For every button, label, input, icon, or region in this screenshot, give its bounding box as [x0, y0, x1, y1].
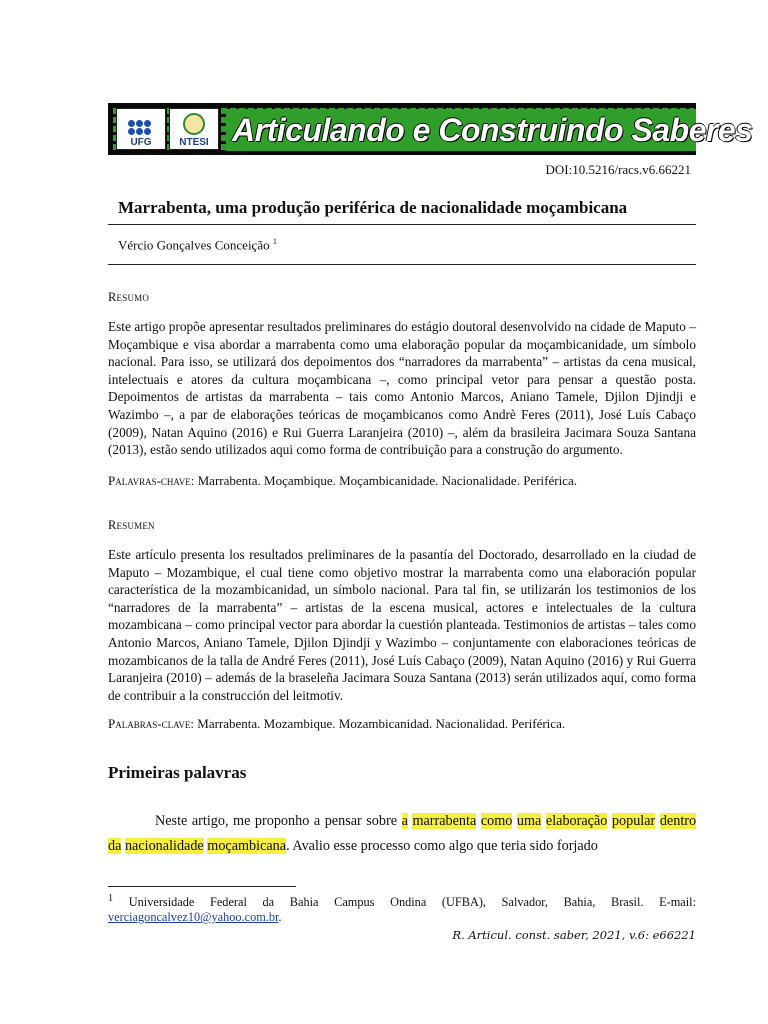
highlight-word: uma — [516, 813, 542, 829]
resumo-keywords — [108, 473, 577, 489]
highlight-word: a — [401, 813, 408, 829]
author-line — [118, 237, 277, 253]
highlight-word: dentro — [659, 813, 697, 829]
journal-banner — [108, 103, 753, 155]
author-divider — [108, 264, 696, 265]
highlight-word: da — [108, 838, 122, 854]
resumo-heading: Resumo — [108, 290, 150, 304]
author-note-marker: 1 — [272, 237, 277, 246]
ufg-logo-text: UFG — [130, 137, 152, 148]
highlight-word: marrabenta — [412, 813, 477, 829]
footnote — [108, 891, 696, 925]
palabras-clave-label: Palabras-clave: — [108, 716, 195, 731]
paragraph-tail: . Avalio esse processo como algo que teria sido forjado — [286, 838, 598, 854]
footnote-marker: 1 — [108, 893, 114, 904]
logo-group — [116, 108, 219, 150]
keywords-label: Palavras-chave: — [108, 473, 195, 488]
resumen-keywords — [108, 716, 565, 732]
author-name: Vércio Gonçalves Conceição — [118, 237, 270, 253]
ntesi-logo — [169, 108, 219, 150]
footnote-text: Universidade Federal da Bahia Campus Ondina (UFBA), Salvador, Bahia, Brasil. E-mail: — [128, 895, 696, 910]
ufg-logo — [116, 108, 166, 150]
author-email-link[interactable]: verciagoncalvez10@yahoo.com.br — [108, 910, 279, 925]
article-title: Marrabenta, uma produção periférica de nacionalidade moçambicana — [118, 198, 628, 217]
title-divider — [108, 224, 696, 225]
section-paragraph — [108, 809, 696, 859]
highlight-word: como — [480, 813, 513, 829]
highlight-word: moçambicana — [207, 838, 287, 854]
ntesi-logo-text: NTESI — [179, 137, 209, 148]
page-footer-citation: R. Articul. const. saber, 2021, v.6: e66221 — [452, 928, 696, 942]
highlight-word: elaboração — [545, 813, 608, 829]
paragraph-lead: Neste artigo, me proponho a pensar sobre — [155, 813, 398, 829]
resumo-text: Este artigo propõe apresentar resultados preliminares do estágio doutoral desenvolvido na cidade de Maputo – Moçambique e visa abordar a marrabenta como uma elaboração popular da moçambicanidade, um símbolo nacional. Para isso, se utilizará dos depoimentos dos “narradores da marrabenta” – artistas da cena musical, intelectuais e atores da cultura moçambicana –, como principal vetor para pensar a questão posta. Depoimentos de artistas da marrabenta – tais como Antonio Marcos, Aniano Tamele, Djilon Djindji e Wazimbo –, a par de elaborações teóricas de moçambicanos como Andrè Feres (2011), José Luís Cabaço (2009), Natan Aquino (2016) e Rui Guerra Laranjeira (2010) –, além da brasileira Jacimara Souza Santana (2013), estão sendo utilizados aqui como forma de contribuição para a construção do argumento. — [108, 319, 696, 458]
resumen-text: Este artículo presenta los resultados preliminares de la pasantía del Doctorado, desarrollado en la ciudad de Maputo – Mozambique, el cual tiene como objetivo mostrar la marrabenta como una elaboración popular característica de la mozambicanidad, un símbolo nacional. Para tal fin, se utilizarán los testimonios de los “narradores de la marrabenta” – artistas de la escena musical, actores e intelectuales de la cultura mozambicana – como principal vector para abordar la cuestión planteada. Testimonios de artistas – tales como Antonio Marcos, Aniano Tamele, Djilon Djindji y Wazimbo – conjuntamente con elaboraciones teóricas de mozambicanos de la talla de André Feres (2011), José Luís Cabaço (2009), Natan Aquino (2016) y Rui Guerra Laranjeira (2010) – además de la braseleña Jacimara Souza Santana (2013) serán utilizados aquí, como forma de contribuir a la construcción del leitmotiv. — [108, 547, 696, 703]
section-heading: Primeiras palavras — [108, 763, 247, 782]
ufg-logo-icon — [128, 120, 154, 135]
footnote-divider — [108, 886, 296, 887]
journal-title: Articulando e Construindo Saberes — [226, 109, 696, 151]
ntesi-logo-icon — [183, 113, 205, 135]
palabras-clave-list: Marrabenta. Mozambique. Mozambicanidad. Nacionalidad. Periférica. — [197, 716, 566, 731]
highlight-word: popular — [611, 813, 656, 829]
resumen-heading: Resumen — [108, 518, 155, 532]
keywords-list: Marrabenta. Moçambique. Moçambicanidade. Nacionalidade. Periférica. — [197, 473, 577, 488]
doi: DOI:10.5216/racs.v6.66221 — [545, 162, 691, 177]
highlight-word: nacionalidade — [124, 838, 204, 854]
footnote-end: . — [278, 910, 282, 925]
